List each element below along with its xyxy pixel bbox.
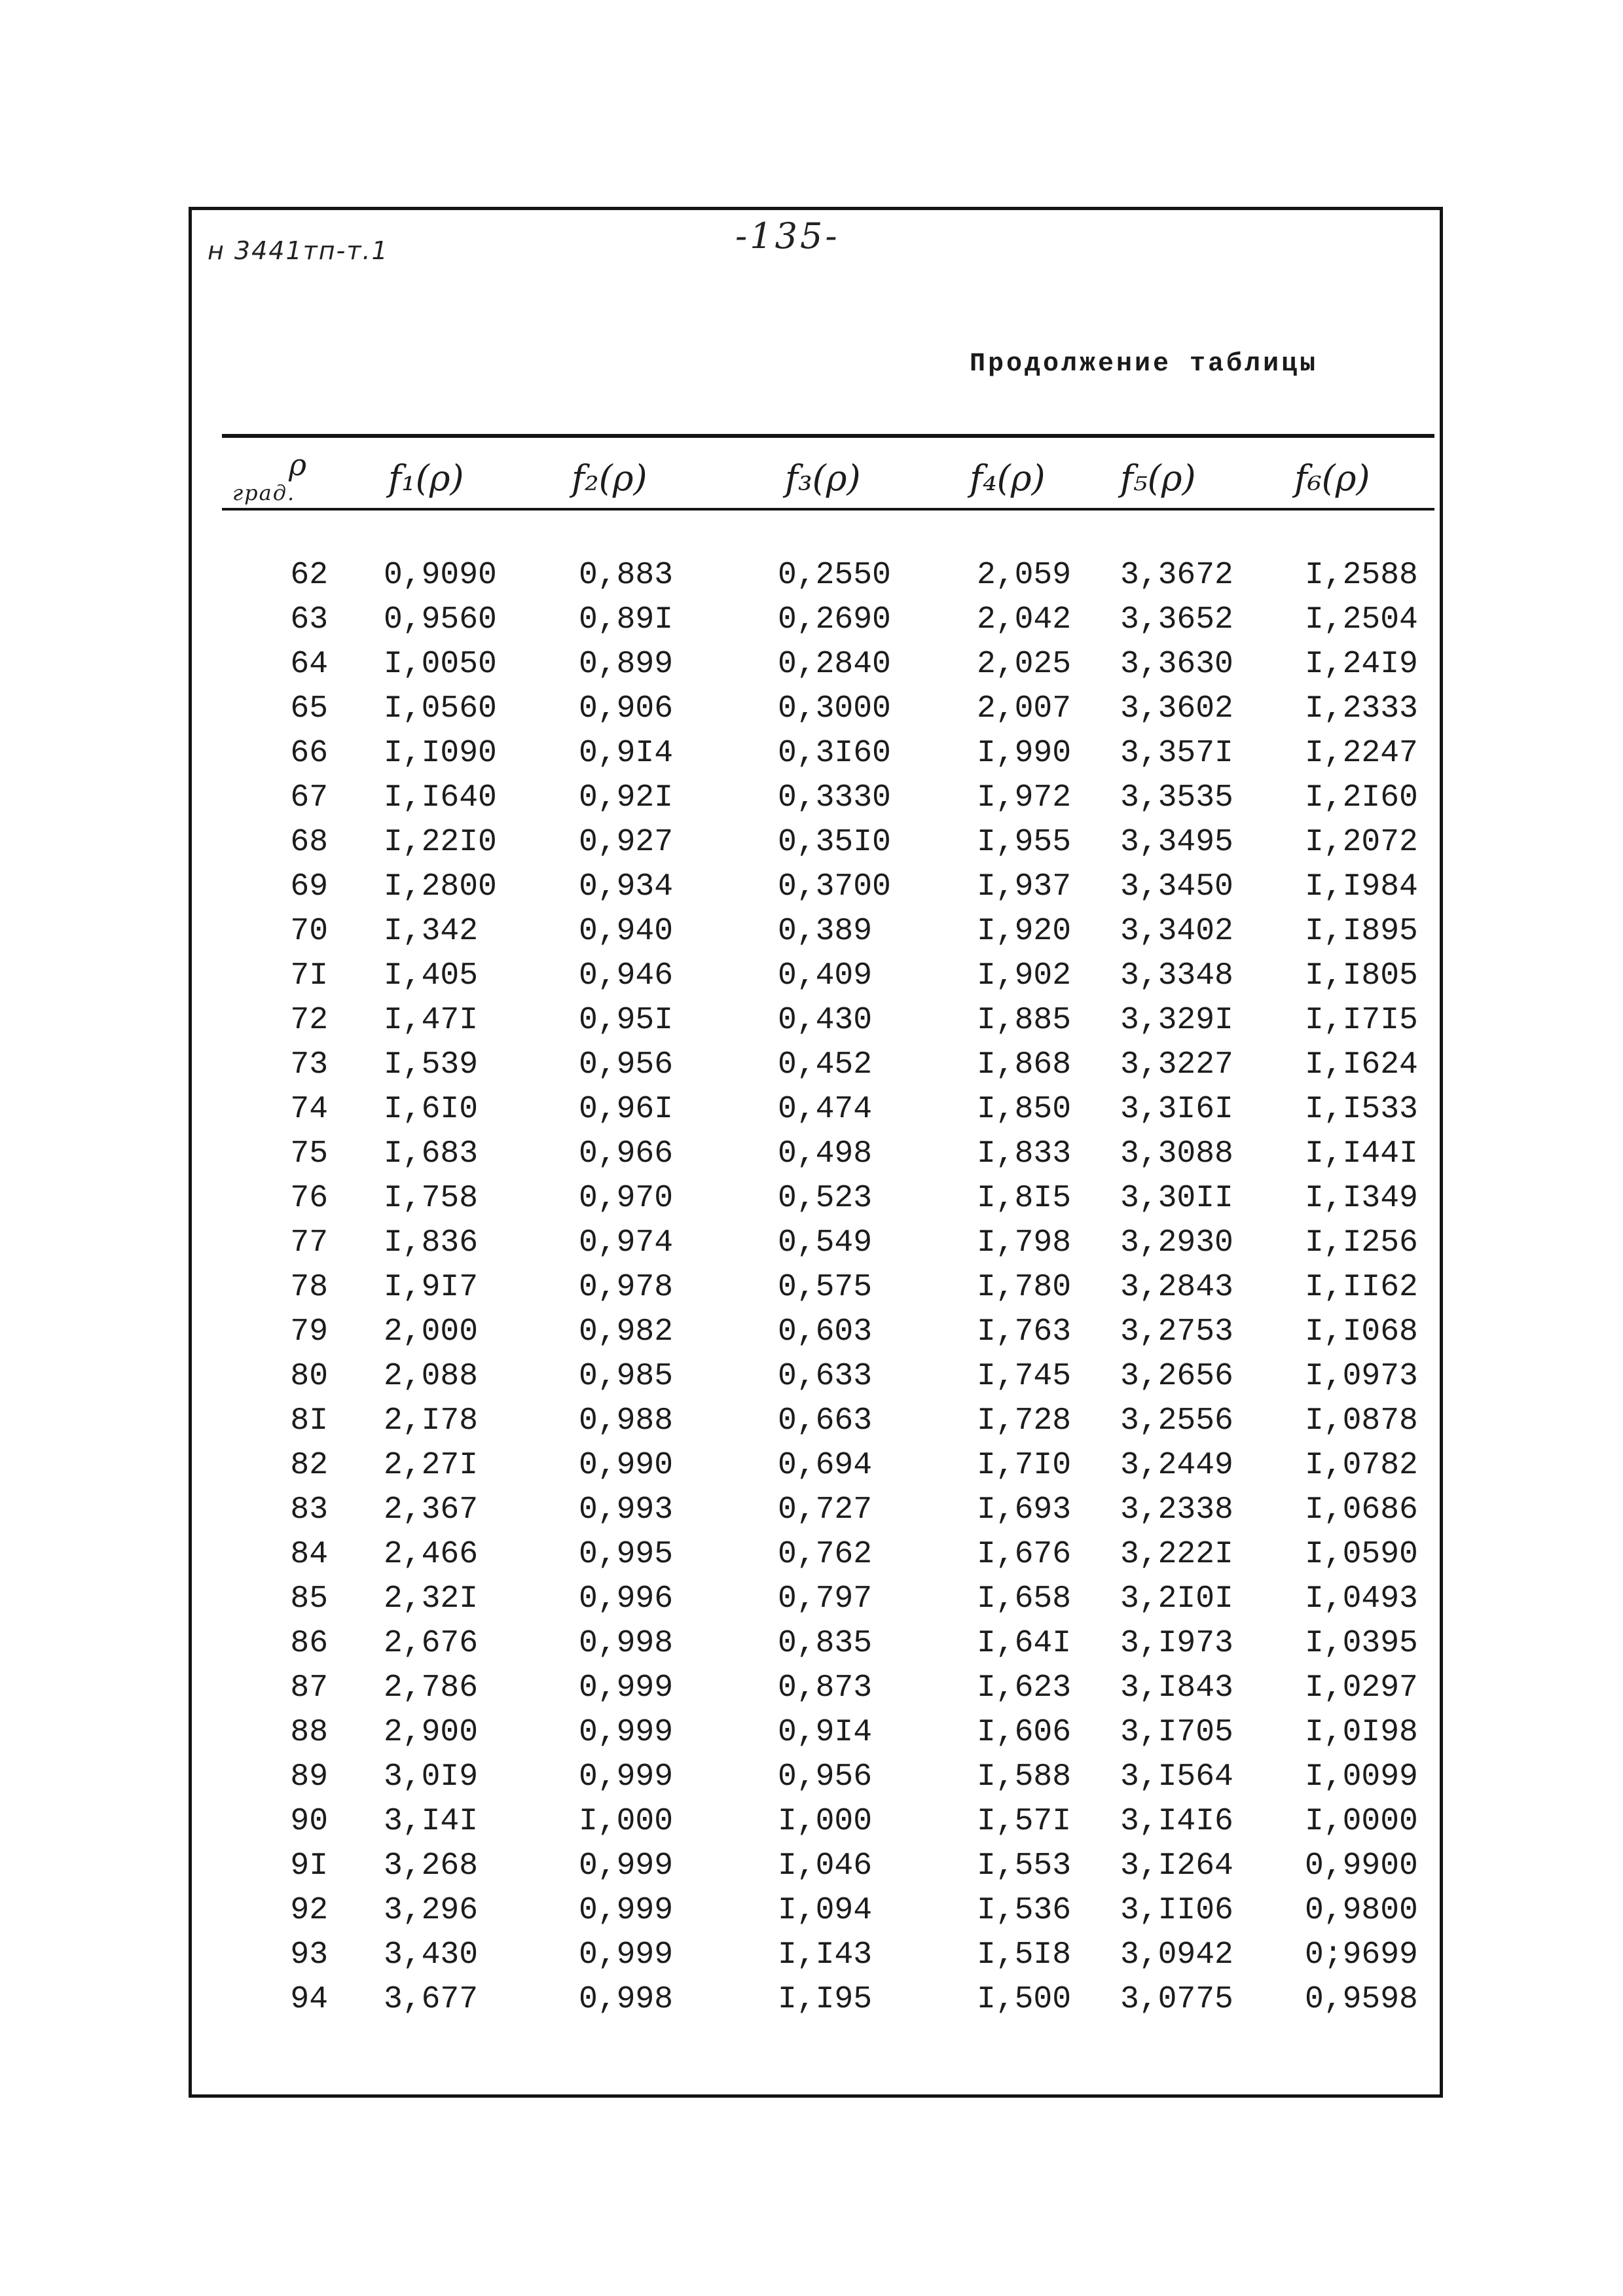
document-code: н 3441тп-т.1 (208, 236, 389, 265)
cell-f1: 3,0I9 (384, 1759, 479, 1795)
cell-rho: 64 (290, 647, 328, 682)
cell-f5: 3,2753 (1120, 1314, 1233, 1350)
cell-f1: 2,367 (384, 1492, 479, 1528)
table-row (192, 776, 1440, 820)
cell-rho: 90 (290, 1804, 328, 1839)
cell-f3: 0,633 (778, 1359, 873, 1394)
cell-f2: 0,985 (579, 1359, 674, 1394)
cell-f1: I,758 (384, 1181, 479, 1216)
cell-f4: I,955 (977, 825, 1072, 860)
cell-f3: 0,35I0 (778, 825, 891, 860)
cell-f3: 0,727 (778, 1492, 873, 1528)
cell-f6: 0,9800 (1305, 1893, 1418, 1928)
cell-f3: I,000 (778, 1804, 873, 1839)
column-header-f6: f₆(ρ) (1294, 457, 1370, 499)
cell-f1: I,539 (384, 1047, 479, 1083)
table-body (192, 553, 1440, 2022)
cell-f5: 3,222I (1120, 1537, 1233, 1572)
cell-f1: 2,I78 (384, 1403, 479, 1439)
cell-f5: 3,3450 (1120, 869, 1233, 905)
cell-f4: I,500 (977, 1982, 1072, 2017)
cell-f5: 3,3I6I (1120, 1092, 1233, 1127)
cell-f2: 0,999 (579, 1670, 674, 1706)
cell-f1: 2,27I (384, 1448, 479, 1483)
cell-f2: 0,96I (579, 1092, 674, 1127)
cell-f2: 0,978 (579, 1270, 674, 1305)
cell-f3: 0,549 (778, 1225, 873, 1261)
cell-f2: 0,940 (579, 914, 674, 949)
cell-f4: I,693 (977, 1492, 1072, 1528)
cell-f6: I,I895 (1305, 914, 1418, 949)
cell-f6: I,2I60 (1305, 780, 1418, 816)
cell-f4: I,937 (977, 869, 1072, 905)
header-rule-bottom (222, 508, 1434, 511)
table-row (192, 1310, 1440, 1354)
cell-f4: I,658 (977, 1581, 1072, 1617)
cell-f5: 3,3652 (1120, 602, 1233, 637)
cell-f5: 3,329I (1120, 1003, 1233, 1038)
cell-f1: I,836 (384, 1225, 479, 1261)
cell-f1: I,9I7 (384, 1270, 479, 1305)
table-row (192, 598, 1440, 642)
cell-f1: I,I090 (384, 736, 497, 771)
cell-f3: I,I43 (778, 1937, 873, 1973)
table-row (192, 1087, 1440, 1132)
cell-f5: 3,I973 (1120, 1626, 1233, 1661)
cell-f5: 3,3495 (1120, 825, 1233, 860)
table-row (192, 820, 1440, 865)
cell-f3: 0,2840 (778, 647, 891, 682)
table-row (192, 865, 1440, 909)
cell-f2: 0,899 (579, 647, 674, 682)
cell-f4: I,5I8 (977, 1937, 1072, 1973)
cell-f3: 0,3000 (778, 691, 891, 726)
cell-f5: 3,I4I6 (1120, 1804, 1233, 1839)
cell-f3: 0,389 (778, 914, 873, 949)
table-row (192, 998, 1440, 1043)
cell-f1: I,47I (384, 1003, 479, 1038)
cell-f4: 2,059 (977, 558, 1072, 593)
cell-f5: 3,3602 (1120, 691, 1233, 726)
cell-f2: 0,982 (579, 1314, 674, 1350)
cell-f6: 0,9598 (1305, 1982, 1418, 2017)
cell-f3: 0,409 (778, 958, 873, 994)
cell-rho: 67 (290, 780, 328, 816)
cell-f2: 0,906 (579, 691, 674, 726)
table-row (192, 687, 1440, 731)
table-row (192, 1799, 1440, 1844)
cell-f3: 0,3700 (778, 869, 891, 905)
cell-f4: I,833 (977, 1136, 1072, 1172)
cell-f3: I,046 (778, 1848, 873, 1884)
cell-f1: I,0050 (384, 647, 497, 682)
cell-f1: I,683 (384, 1136, 479, 1172)
cell-f4: I,676 (977, 1537, 1072, 1572)
cell-f6: I,2072 (1305, 825, 1418, 860)
cell-f5: 3,II06 (1120, 1893, 1233, 1928)
cell-f4: I,64I (977, 1626, 1072, 1661)
table-row (192, 1532, 1440, 1577)
cell-f2: 0,927 (579, 825, 674, 860)
header-rule-top (222, 434, 1434, 438)
cell-f6: I,I984 (1305, 869, 1418, 905)
page-number: -135- (735, 215, 840, 257)
cell-f1: 2,676 (384, 1626, 479, 1661)
cell-f2: I,000 (579, 1804, 674, 1839)
cell-f4: I,588 (977, 1759, 1072, 1795)
cell-rho: 87 (290, 1670, 328, 1706)
cell-f5: 3,3672 (1120, 558, 1233, 593)
cell-f1: I,405 (384, 958, 479, 994)
cell-f6: I,I533 (1305, 1092, 1418, 1127)
cell-f6: I,0878 (1305, 1403, 1418, 1439)
cell-f6: I,I805 (1305, 958, 1418, 994)
cell-f5: 3,3402 (1120, 914, 1233, 949)
table-row (192, 1265, 1440, 1310)
cell-f3: 0,2690 (778, 602, 891, 637)
cell-rho: 84 (290, 1537, 328, 1572)
cell-rho: 93 (290, 1937, 328, 1973)
cell-f2: 0,999 (579, 1715, 674, 1750)
cell-f3: 0,797 (778, 1581, 873, 1617)
cell-f6: I,0782 (1305, 1448, 1418, 1483)
cell-f3: 0,3330 (778, 780, 891, 816)
cell-rho: 72 (290, 1003, 328, 1038)
cell-f6: I,0I98 (1305, 1715, 1418, 1750)
table-continuation-title: Продолжение таблицы (970, 350, 1319, 379)
cell-f3: I,094 (778, 1893, 873, 1928)
cell-f3: 0,694 (778, 1448, 873, 1483)
cell-rho: 68 (290, 825, 328, 860)
cell-f3: 0,498 (778, 1136, 873, 1172)
cell-f6: I,2588 (1305, 558, 1418, 593)
cell-f4: 2,007 (977, 691, 1072, 726)
cell-f4: I,728 (977, 1403, 1072, 1439)
column-header-f3: f₃(ρ) (785, 457, 861, 499)
cell-f5: 3,3630 (1120, 647, 1233, 682)
cell-f4: I,8I5 (977, 1181, 1072, 1216)
cell-f3: 0,603 (778, 1314, 873, 1350)
cell-f6: I,0493 (1305, 1581, 1418, 1617)
cell-f5: 3,357I (1120, 736, 1233, 771)
table-row (192, 1888, 1440, 1933)
cell-f6: I,0973 (1305, 1359, 1418, 1394)
cell-rho: 86 (290, 1626, 328, 1661)
cell-f4: I,7I0 (977, 1448, 1072, 1483)
cell-f4: I,972 (977, 780, 1072, 816)
cell-f2: 0,999 (579, 1759, 674, 1795)
cell-f5: 3,2930 (1120, 1225, 1233, 1261)
column-header-rho-symbol: ρ (289, 447, 307, 482)
cell-f2: 0,956 (579, 1047, 674, 1083)
cell-rho: 80 (290, 1359, 328, 1394)
table-frame (189, 207, 1443, 2098)
cell-f3: 0,873 (778, 1670, 873, 1706)
cell-f5: 3,3088 (1120, 1136, 1233, 1172)
cell-f6: I,I44I (1305, 1136, 1418, 1172)
cell-f6: I,I7I5 (1305, 1003, 1418, 1038)
cell-rho: 78 (290, 1270, 328, 1305)
cell-f2: 0,95I (579, 1003, 674, 1038)
cell-f3: 0,3I60 (778, 736, 891, 771)
cell-f6: I,2247 (1305, 736, 1418, 771)
table-row (192, 1666, 1440, 1710)
table-row (192, 954, 1440, 998)
cell-f2: 0,92I (579, 780, 674, 816)
cell-f6: I,0590 (1305, 1537, 1418, 1572)
cell-f2: 0,999 (579, 1937, 674, 1973)
cell-f5: 3,30II (1120, 1181, 1233, 1216)
cell-f4: I,763 (977, 1314, 1072, 1350)
cell-f6: 0,9900 (1305, 1848, 1418, 1884)
cell-f4: I,623 (977, 1670, 1072, 1706)
cell-f4: I,990 (977, 736, 1072, 771)
cell-f3: 0,9I4 (778, 1715, 873, 1750)
cell-f1: 2,466 (384, 1537, 479, 1572)
cell-f1: I,22I0 (384, 825, 497, 860)
cell-f4: I,798 (977, 1225, 1072, 1261)
cell-f5: 3,2556 (1120, 1403, 1233, 1439)
cell-f1: I,342 (384, 914, 479, 949)
cell-rho: 88 (290, 1715, 328, 1750)
cell-f2: 0,934 (579, 869, 674, 905)
cell-f1: I,2800 (384, 869, 497, 905)
cell-f5: 3,0942 (1120, 1937, 1233, 1973)
cell-f5: 3,2I0I (1120, 1581, 1233, 1617)
table-row (192, 1043, 1440, 1087)
table-row (192, 1488, 1440, 1532)
cell-f6: I,0000 (1305, 1804, 1418, 1839)
cell-f1: I,I640 (384, 780, 497, 816)
cell-rho: 79 (290, 1314, 328, 1350)
cell-f2: 0,999 (579, 1893, 674, 1928)
cell-rho: 82 (290, 1448, 328, 1483)
cell-rho: 70 (290, 914, 328, 949)
cell-f6: I,24I9 (1305, 647, 1418, 682)
cell-f1: 2,786 (384, 1670, 479, 1706)
cell-f1: 0,9090 (384, 558, 497, 593)
cell-f4: 2,042 (977, 602, 1072, 637)
cell-f4: I,902 (977, 958, 1072, 994)
cell-rho: 76 (290, 1181, 328, 1216)
column-header-f2: f₂(ρ) (572, 457, 647, 499)
table-row (192, 731, 1440, 776)
cell-f2: 0,946 (579, 958, 674, 994)
column-header-f1: f₁(ρ) (388, 457, 464, 499)
table-row (192, 1132, 1440, 1176)
cell-f3: 0,575 (778, 1270, 873, 1305)
cell-f6: 0;9699 (1305, 1937, 1418, 1973)
table-row (192, 553, 1440, 598)
cell-f2: 0,990 (579, 1448, 674, 1483)
table-row (192, 1221, 1440, 1265)
cell-f5: 3,I564 (1120, 1759, 1233, 1795)
cell-f2: 0,966 (579, 1136, 674, 1172)
cell-f3: 0,762 (778, 1537, 873, 1572)
cell-f1: 3,I4I (384, 1804, 479, 1839)
cell-f6: I,I624 (1305, 1047, 1418, 1083)
cell-f4: I,850 (977, 1092, 1072, 1127)
cell-rho: 8I (290, 1403, 328, 1439)
cell-f6: I,I349 (1305, 1181, 1418, 1216)
table-row (192, 1710, 1440, 1755)
table-row (192, 1977, 1440, 2022)
cell-f4: 2,025 (977, 647, 1072, 682)
cell-f3: 0,474 (778, 1092, 873, 1127)
cell-f4: I,780 (977, 1270, 1072, 1305)
cell-f2: 0,995 (579, 1537, 674, 1572)
cell-f1: 3,268 (384, 1848, 479, 1884)
cell-f2: 0,988 (579, 1403, 674, 1439)
cell-rho: 73 (290, 1047, 328, 1083)
cell-f5: 3,I705 (1120, 1715, 1233, 1750)
table-row (192, 909, 1440, 954)
cell-f4: I,536 (977, 1893, 1072, 1928)
cell-f1: 0,9560 (384, 602, 497, 637)
cell-f2: 0,998 (579, 1626, 674, 1661)
cell-f5: 3,2656 (1120, 1359, 1233, 1394)
column-header-f5: f₅(ρ) (1120, 457, 1196, 499)
cell-f1: 2,32I (384, 1581, 479, 1617)
cell-f5: 3,3535 (1120, 780, 1233, 816)
cell-rho: 9I (290, 1848, 328, 1884)
cell-rho: 85 (290, 1581, 328, 1617)
cell-f3: 0,523 (778, 1181, 873, 1216)
cell-rho: 7I (290, 958, 328, 994)
cell-f3: 0,663 (778, 1403, 873, 1439)
cell-f3: 0,452 (778, 1047, 873, 1083)
cell-f2: 0,998 (579, 1982, 674, 2017)
cell-f4: I,920 (977, 914, 1072, 949)
table-row (192, 1621, 1440, 1666)
cell-f6: I,0395 (1305, 1626, 1418, 1661)
cell-f5: 3,2338 (1120, 1492, 1233, 1528)
table-row (192, 1577, 1440, 1621)
cell-f5: 3,3227 (1120, 1047, 1233, 1083)
cell-f4: I,606 (977, 1715, 1072, 1750)
cell-f4: I,57I (977, 1804, 1072, 1839)
cell-f4: I,745 (977, 1359, 1072, 1394)
cell-f1: I,6I0 (384, 1092, 479, 1127)
table-row (192, 1443, 1440, 1488)
table-row (192, 642, 1440, 687)
cell-f6: I,0686 (1305, 1492, 1418, 1528)
cell-f1: 2,900 (384, 1715, 479, 1750)
cell-f5: 3,2449 (1120, 1448, 1233, 1483)
cell-f2: 0,999 (579, 1848, 674, 1884)
column-header-f4: f₄(ρ) (970, 457, 1046, 499)
cell-rho: 94 (290, 1982, 328, 2017)
cell-rho: 77 (290, 1225, 328, 1261)
cell-f6: I,I256 (1305, 1225, 1418, 1261)
cell-f2: 0,883 (579, 558, 674, 593)
table-row (192, 1844, 1440, 1888)
cell-f6: I,0099 (1305, 1759, 1418, 1795)
table-row (192, 1176, 1440, 1221)
cell-f5: 3,I264 (1120, 1848, 1233, 1884)
cell-f2: 0,996 (579, 1581, 674, 1617)
cell-f4: I,868 (977, 1047, 1072, 1083)
cell-rho: 65 (290, 691, 328, 726)
cell-f1: 3,296 (384, 1893, 479, 1928)
cell-f3: 0,835 (778, 1626, 873, 1661)
cell-f6: I,0297 (1305, 1670, 1418, 1706)
cell-rho: 62 (290, 558, 328, 593)
cell-f3: I,I95 (778, 1982, 873, 2017)
cell-f1: 3,677 (384, 1982, 479, 2017)
cell-f1: 2,000 (384, 1314, 479, 1350)
cell-rho: 63 (290, 602, 328, 637)
cell-f2: 0,974 (579, 1225, 674, 1261)
cell-f5: 3,I843 (1120, 1670, 1233, 1706)
cell-rho: 83 (290, 1492, 328, 1528)
cell-f3: 0,430 (778, 1003, 873, 1038)
cell-f6: I,I068 (1305, 1314, 1418, 1350)
cell-f2: 0,89I (579, 602, 674, 637)
table-row (192, 1354, 1440, 1399)
table-row (192, 1755, 1440, 1799)
cell-f6: I,2504 (1305, 602, 1418, 637)
cell-rho: 75 (290, 1136, 328, 1172)
cell-f5: 3,0775 (1120, 1982, 1233, 2017)
cell-rho: 74 (290, 1092, 328, 1127)
cell-f2: 0,993 (579, 1492, 674, 1528)
cell-rho: 92 (290, 1893, 328, 1928)
cell-f1: 2,088 (384, 1359, 479, 1394)
table-row (192, 1933, 1440, 1977)
cell-f2: 0,9I4 (579, 736, 674, 771)
cell-f3: 0,2550 (778, 558, 891, 593)
cell-f1: I,0560 (384, 691, 497, 726)
cell-f4: I,885 (977, 1003, 1072, 1038)
column-header-rho-unit: град. (232, 480, 296, 505)
cell-f3: 0,956 (778, 1759, 873, 1795)
cell-f4: I,553 (977, 1848, 1072, 1884)
cell-f2: 0,970 (579, 1181, 674, 1216)
cell-rho: 89 (290, 1759, 328, 1795)
cell-f6: I,II62 (1305, 1270, 1418, 1305)
cell-f5: 3,2843 (1120, 1270, 1233, 1305)
table-row (192, 1399, 1440, 1443)
cell-rho: 66 (290, 736, 328, 771)
cell-f6: I,2333 (1305, 691, 1418, 726)
cell-f5: 3,3348 (1120, 958, 1233, 994)
cell-rho: 69 (290, 869, 328, 905)
cell-f1: 3,430 (384, 1937, 479, 1973)
